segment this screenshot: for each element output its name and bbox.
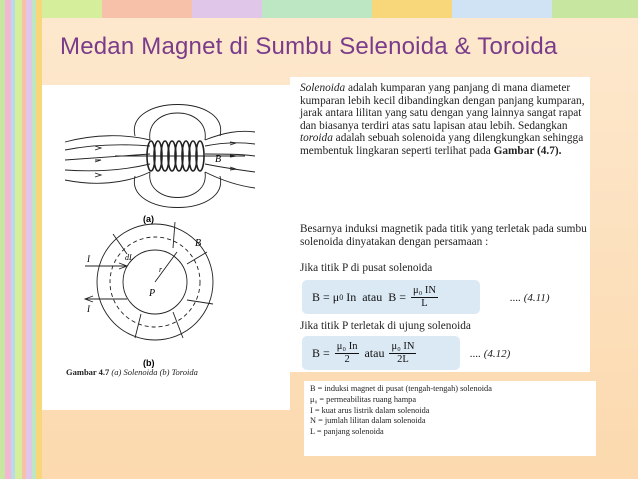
symbol-legend (304, 381, 596, 456)
top-decorative-bar (42, 0, 638, 18)
para-text-end: adalah sebuah solenoida yang dilengkungkan sehingga membentuk lingkaran seperti terlihat pada (300, 132, 584, 157)
para-text: adalah kumparan yang panjang di mana diameter kumparan lebih kecil dibandingkan dengan panjang kumparan, jarak antara lilitan yang satu dengan yang lainnya sangat rapat dan biasanya terdiri atas satu lapisan atau lebih. Sedangkan (300, 82, 585, 132)
legend-item: L = panjang solenoida (310, 427, 384, 437)
term-toroida: toroida (300, 132, 333, 145)
slide-title: Medan Magnet di Sumbu Selenoida & Toroida (60, 33, 558, 60)
legend-item: N = jumlah lilitan dalam solenoida (310, 416, 426, 426)
formula1-lhs: B = μ (312, 289, 340, 304)
legend-item: μ₀ = permeabilitas ruang hampa (310, 394, 417, 404)
formula1-fraction (411, 285, 438, 310)
topbar-segment (192, 0, 262, 18)
formula2-fraction-b (389, 341, 416, 366)
formula1-num: μ₀ IN (412, 284, 436, 296)
topbar-segment (42, 0, 102, 18)
legend-item: I = kuat arus listrik dalam solenoida (310, 405, 430, 415)
formula2-lhs: B = (312, 345, 333, 360)
p-label: P (149, 288, 156, 299)
i-out-label: I (87, 304, 90, 314)
definition-paragraph (300, 82, 590, 158)
stripe (15, 0, 22, 479)
r-label: r (159, 265, 163, 274)
formula-4-12 (302, 336, 460, 370)
equation-number-4-11: .... (4.11) (510, 292, 550, 304)
figure-caption (66, 367, 198, 377)
dl-label: dL (125, 253, 134, 262)
case1-text: Jika titik P di pusat solenoida (300, 262, 433, 274)
equation-number-4-12: .... (4.12) (470, 348, 511, 360)
caption-label: Gambar 4.7 (66, 367, 110, 377)
case2-text: Jika titik P terletak di ujung solenoida (300, 320, 471, 332)
topbar-segment (262, 0, 372, 18)
toroid-b-label: B (195, 238, 202, 249)
formula2-num: μ₀ In (336, 340, 358, 352)
formula2-den2: 2L (397, 353, 409, 365)
topbar-segment (372, 0, 452, 18)
formula2-den: 2 (344, 353, 350, 365)
label-a: (a) (143, 214, 154, 224)
caption-text: (a) Solenoida (b) Toroida (109, 367, 198, 377)
equation-intro: Besarnya induksi magnetik pada titik yang terletak pada sumbu solenoida dinyatakan dengan persamaan : (300, 223, 587, 248)
topbar-segment (102, 0, 192, 18)
topbar-segment (552, 0, 638, 18)
solenoid-toroid-figure (55, 94, 255, 384)
figure-reference: Gambar (4.7). (493, 144, 562, 157)
formula1-mid: In atau B = (343, 289, 409, 304)
formula2-mid: atau (361, 345, 388, 360)
i-in-label: I (87, 254, 90, 264)
formula1-den: L (421, 297, 428, 309)
label-b: (b) (143, 358, 155, 368)
term-solenoida: Solenoida (300, 82, 346, 94)
formula-4-11 (302, 280, 480, 314)
solenoid-b-label: B (215, 154, 222, 165)
legend-item: B = induksi magnet di pusat (tengah-tengah) solenoida (310, 384, 492, 393)
formula1-sub: 0 (339, 292, 344, 302)
topbar-segment (452, 0, 552, 18)
formula2-fraction-a (335, 341, 360, 366)
left-decorative-stripes (0, 0, 42, 479)
formula2-num2: μ₀ IN (391, 340, 415, 352)
